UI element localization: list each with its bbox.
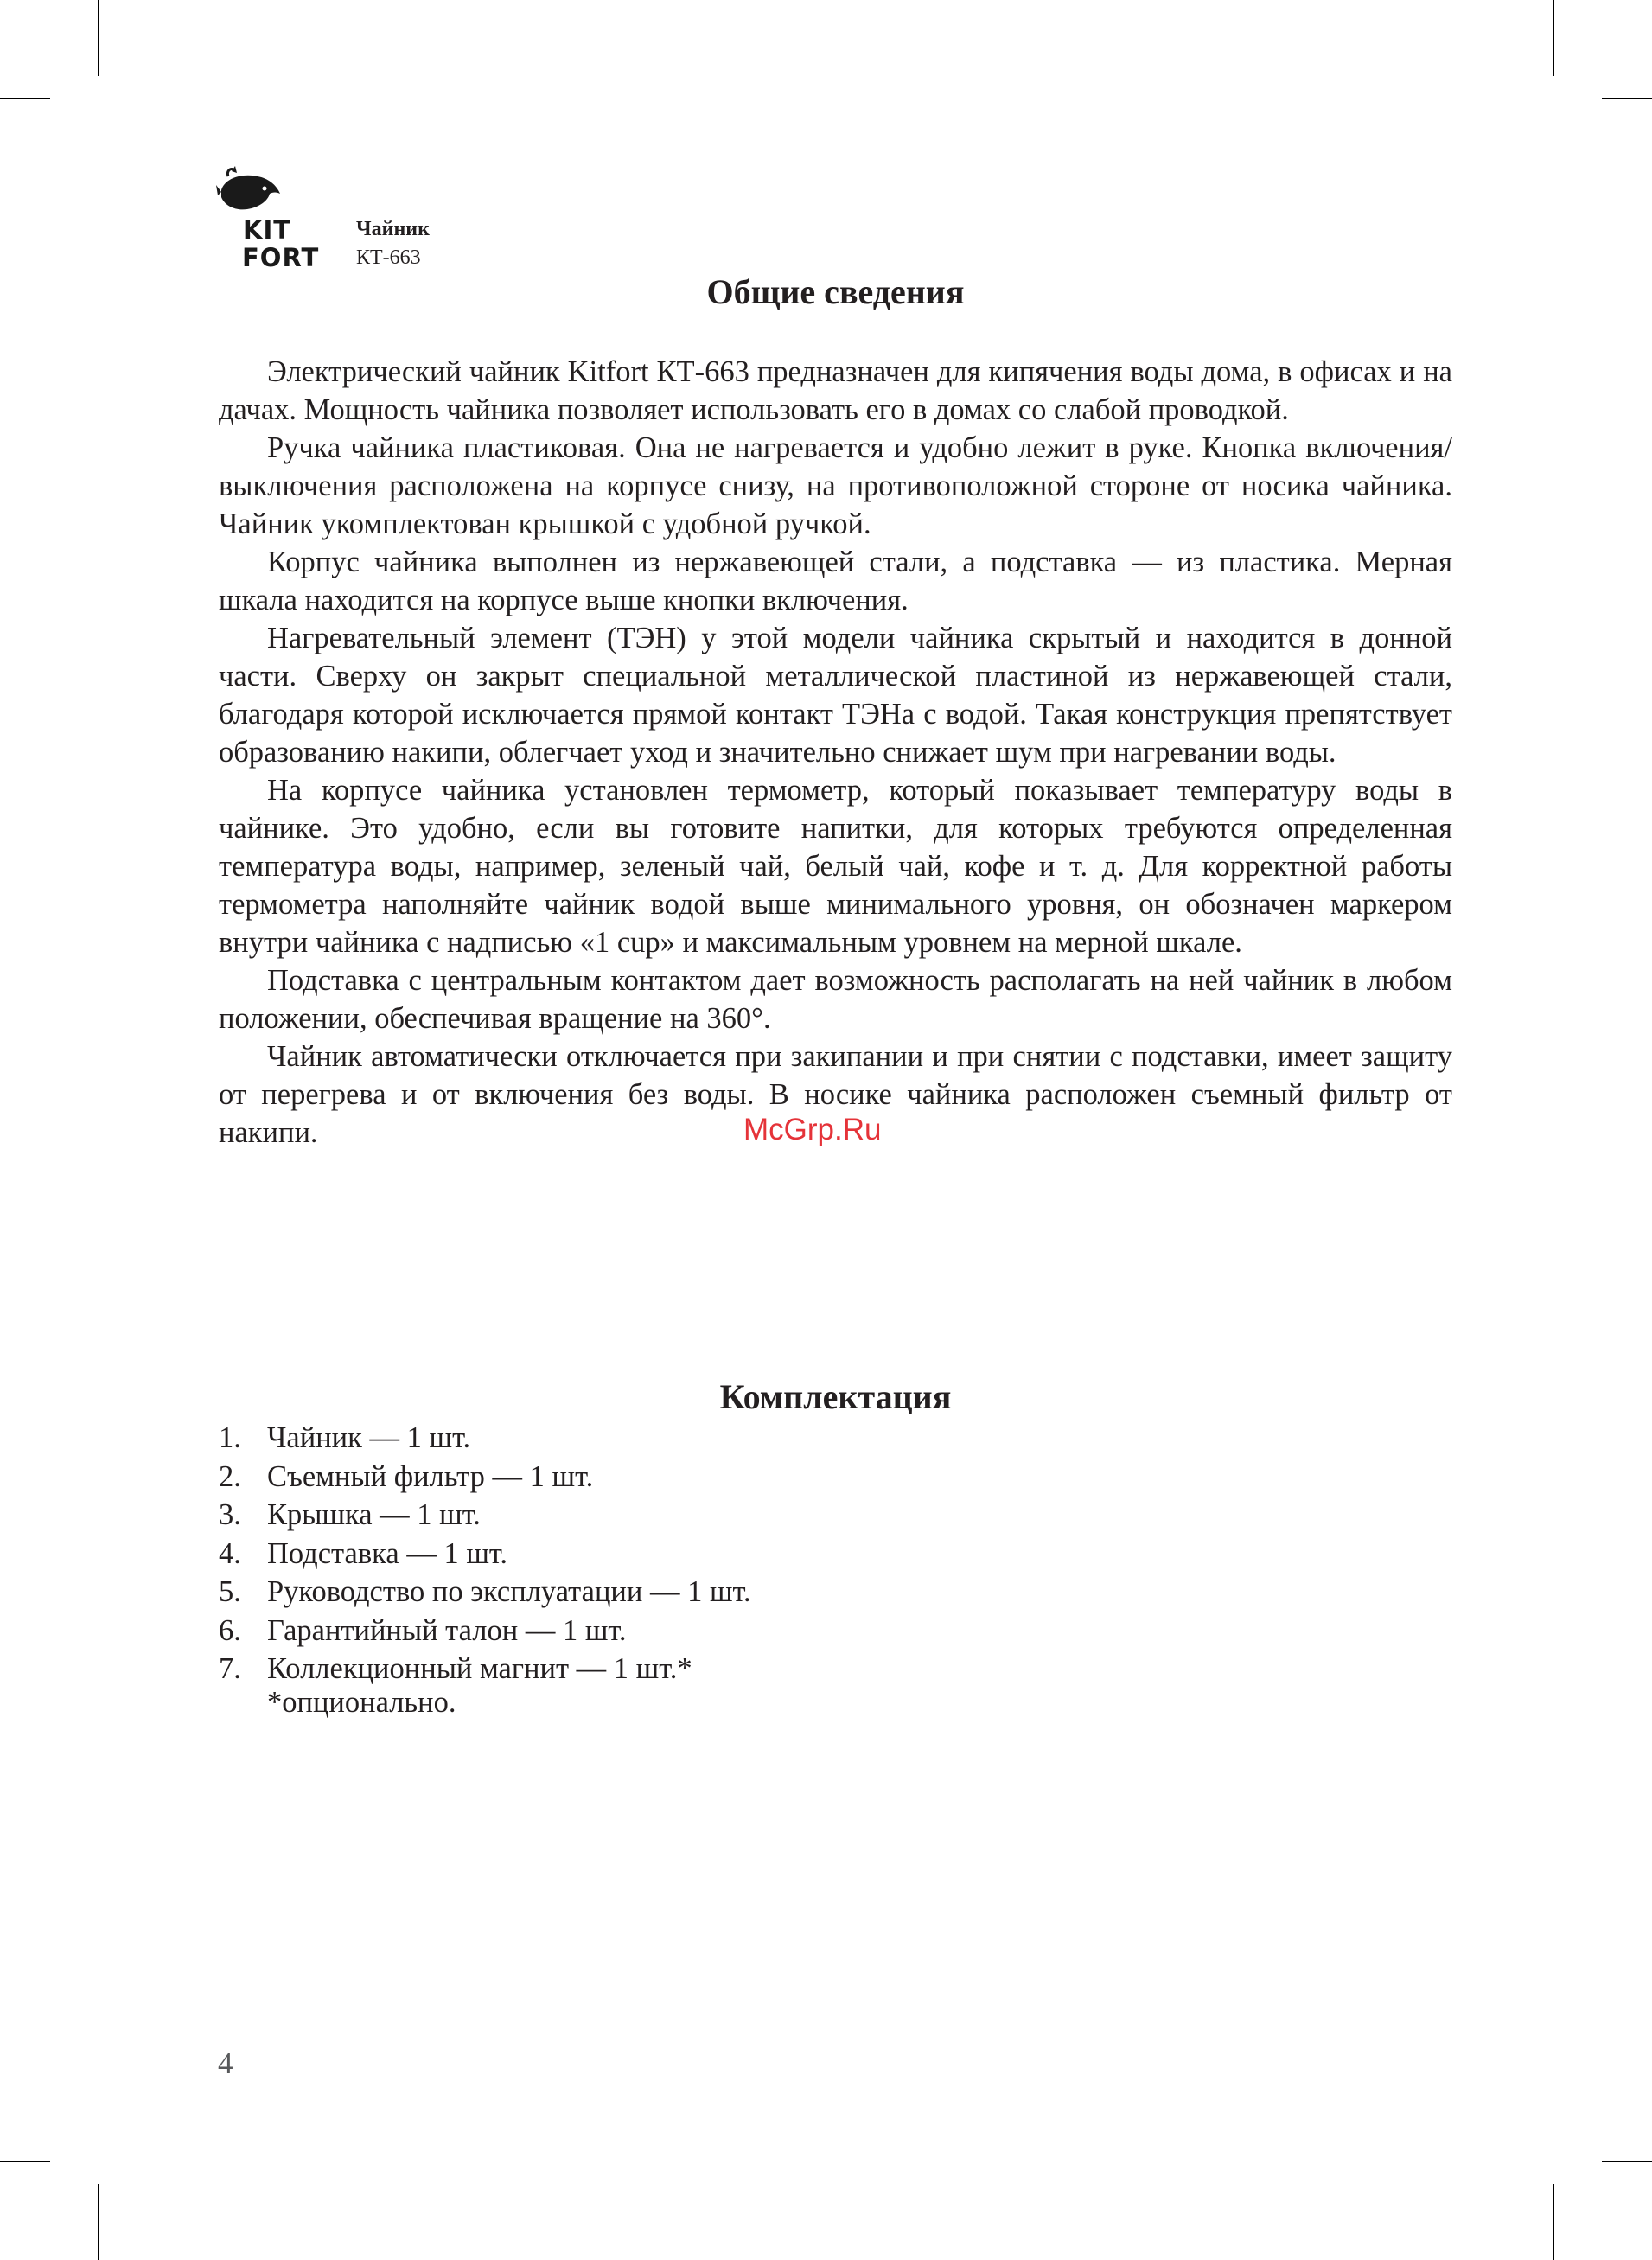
list-item-number: 6. [219,1613,241,1647]
list-item [219,1496,751,1535]
list-item-text: Гарантийный талон — 1 шт. [267,1613,627,1647]
crop-mark-right-bottom [1602,2161,1652,2162]
paragraph: Подставка с центральным контактом дает возможность располагать на ней чайник в любом положении, обеспечивая вращение на 360°. [219,964,1452,1035]
product-model: КТ-663 [356,246,421,269]
list-item-number: 7. [219,1652,241,1685]
product-title: Чайник [356,218,430,240]
crop-mark-bottom-left [98,2184,99,2260]
list-item-text: Коллекционный магнит — 1 шт.* [267,1652,692,1685]
general-info-heading: Общие сведения [706,272,965,311]
list-item [219,1650,751,1689]
kit-contents-list [219,1419,751,1689]
crop-mark-left-top [0,98,50,99]
paragraph: На корпусе чайника установлен термометр, который показывает температуру воды в чайнике. Это удобно, если вы готовите напитки, для которых требуются определенная температура воды, например, зеленый чай, белый чай, кофе и т. д. Для корректной работы термометра наполняйте чайник водой выше минимального уровня, он обозначен маркером внутри чайника с надписью «1 cup» и максимальным уровнем на мерной шкале. [219,774,1452,959]
brand-line-2: FORT [242,243,320,272]
kit-contents-heading: Комплектация [719,1377,952,1416]
crop-mark-bottom-right [1553,2184,1554,2260]
brand-line-1: KIT [243,215,292,245]
general-info-text [219,353,1452,1152]
list-item-text: Съемный фильтр — 1 шт. [267,1459,594,1493]
paragraph: Чайник автоматически отключается при закипании и при снятии с подставки, имеет защиту от перегрева и от включения без воды. В носике чайника расположен съемный фильтр от накипи. [219,1040,1452,1149]
list-item [219,1458,751,1497]
list-item [219,1612,751,1650]
kitfort-wordmark [242,216,319,271]
list-item [219,1573,751,1612]
list-item [219,1535,751,1574]
crop-mark-left-bottom [0,2161,50,2162]
kitfort-whale-icon [216,166,285,218]
list-item-number: 3. [219,1498,241,1531]
list-item-number: 2. [219,1459,241,1493]
list-item-text: Крышка — 1 шт. [267,1498,481,1531]
kit-footnote: *опционально. [267,1686,456,1719]
list-item-text: Чайник — 1 шт. [267,1421,471,1454]
paragraph: Ручка чайника пластиковая. Она не нагревается и удобно лежит в руке. Кнопка включения/выключения расположена на корпусе снизу, на противоположной стороне от носика чайника. Чайник укомплектован крышкой с удобной ручкой. [219,431,1452,540]
page-number: 4 [218,2046,233,2080]
paragraph: Нагревательный элемент (ТЭН) у этой модели чайника скрытый и находится в донной части. Сверху он закрыт специальной металлической пластиной из нержавеющей стали, благодаря которой исключается прямой контакт ТЭНа с водой. Такая конструкция препятствует образованию накипи, облегчает уход и значительно снижает шум при нагревании воды. [219,622,1452,769]
crop-mark-right-top [1602,98,1652,99]
list-item-text: Руководство по эксплуатации — 1 шт. [267,1575,751,1608]
crop-mark-top-left [98,0,99,76]
list-item-number: 1. [219,1421,241,1454]
list-item-text: Подставка — 1 шт. [267,1536,507,1570]
paragraph: Электрический чайник Kitfort КТ-663 предназначен для кипячения воды дома, в офисах и на дачах. Мощность чайника позволяет использовать его в домах со слабой проводкой. [219,355,1452,426]
list-item [219,1419,751,1458]
paragraph: Корпус чайника выполнен из нержавеющей стали, а подставка — из пластика. Мерная шкала находится на корпусе выше кнопки включения. [219,546,1452,616]
list-item-number: 4. [219,1536,241,1570]
list-item-number: 5. [219,1575,241,1608]
watermark: McGrp.Ru [743,1113,882,1146]
crop-mark-top-right [1553,0,1554,76]
